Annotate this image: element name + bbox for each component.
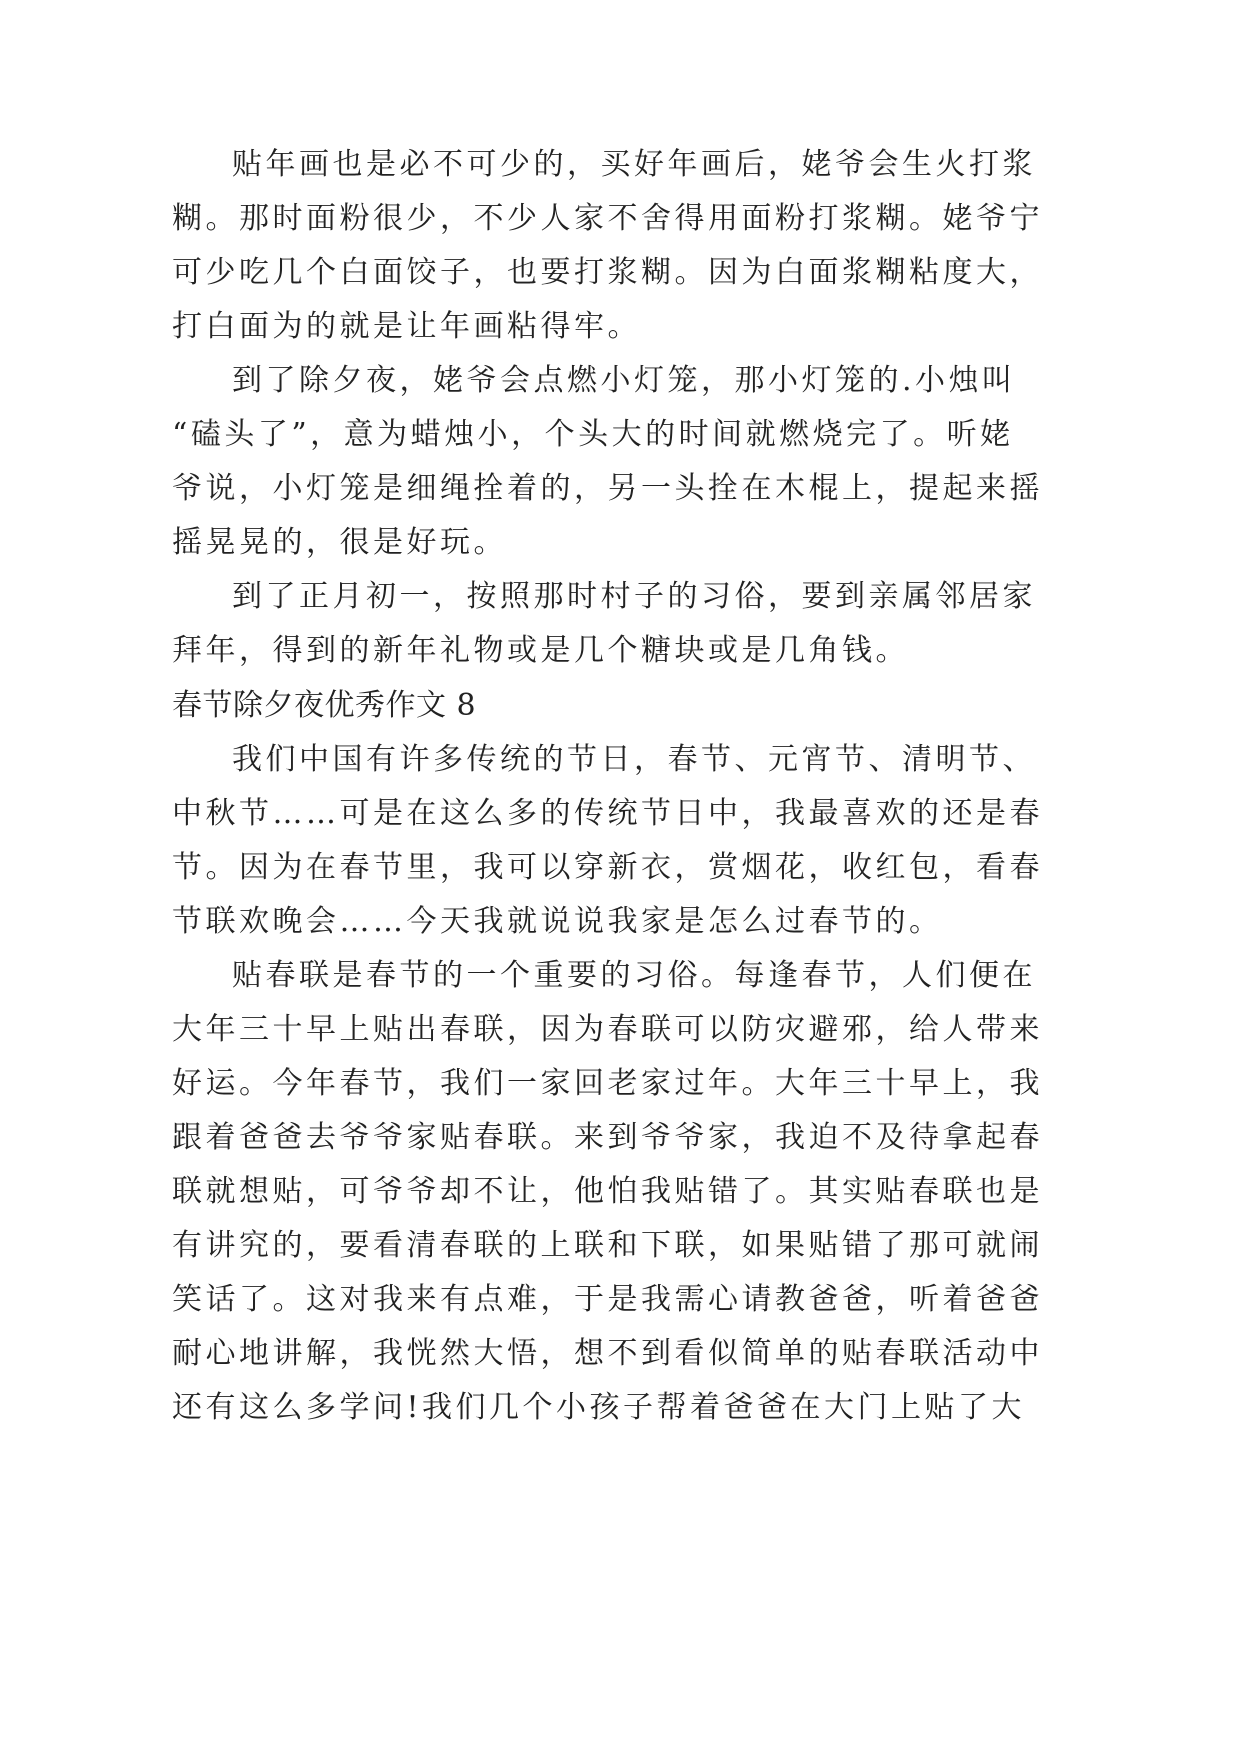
text-line: 贴春联是春节的一个重要的习俗。每逢春节，人们便在 xyxy=(232,958,1036,993)
text-line: 节联欢晚会……今天我就说说我家是怎么过春节的。 xyxy=(172,904,943,939)
text-line: 耐心地讲解，我恍然大悟，想不到看似简单的贴春联活动中 xyxy=(172,1336,1043,1371)
text-line: 爷说，小灯笼是细绳拴着的，另一头拴在木棍上，提起来摇 xyxy=(172,471,1043,506)
text-line: 到了正月初一，按照那时村子的习俗，要到亲属邻居家 xyxy=(232,579,1036,614)
text-line: 可少吃几个白面饺子，也要打浆糊。因为白面浆糊粘度大， xyxy=(172,255,1043,290)
text-line: 有讲究的，要看清春联的上联和下联，如果贴错了那可就闹 xyxy=(172,1228,1043,1263)
text-line: “磕头了”，意为蜡烛小，个头大的时间就燃烧完了。听姥 xyxy=(172,417,1014,452)
text-line: 大年三十早上贴出春联，因为春联可以防灾避邪，给人带来 xyxy=(172,1012,1043,1047)
text-line: 打白面为的就是让年画粘得牢。 xyxy=(172,309,641,344)
text-line: 好运。今年春节，我们一家回老家过年。大年三十早上，我 xyxy=(172,1066,1043,1101)
text-line: 节。因为在春节里，我可以穿新衣，赏烟花，收红包，看春 xyxy=(172,850,1043,885)
text-line: 糊。那时面粉很少，不少人家不舍得用面粉打浆糊。姥爷宁 xyxy=(172,201,1043,236)
text-line: 摇晃晃的，很是好玩。 xyxy=(172,525,507,560)
text-line: 我们中国有许多传统的节日，春节、元宵节、清明节、 xyxy=(232,742,1036,777)
text-line: 联就想贴，可爷爷却不让，他怕我贴错了。其实贴春联也是 xyxy=(172,1174,1043,1209)
text-line: 拜年，得到的新年礼物或是几个糖块或是几角钱。 xyxy=(172,633,909,668)
text-line: 到了除夕夜，姥爷会点燃小灯笼，那小灯笼的.小烛叫 xyxy=(232,363,1016,398)
text-line: 中秋节……可是在这么多的传统节日中，我最喜欢的还是春 xyxy=(172,796,1043,831)
text-line: 还有这么多学问!我们几个小孩子帮着爸爸在大门上贴了大 xyxy=(172,1390,1026,1425)
section-title: 春节除夕夜优秀作文 8 xyxy=(172,688,477,723)
text-line: 笑话了。这对我来有点难，于是我需心请教爸爸，听着爸爸 xyxy=(172,1282,1043,1317)
text-line: 跟着爸爸去爷爷家贴春联。来到爷爷家，我迫不及待拿起春 xyxy=(172,1120,1043,1155)
text-line: 贴年画也是必不可少的，买好年画后，姥爷会生火打浆 xyxy=(232,147,1036,182)
